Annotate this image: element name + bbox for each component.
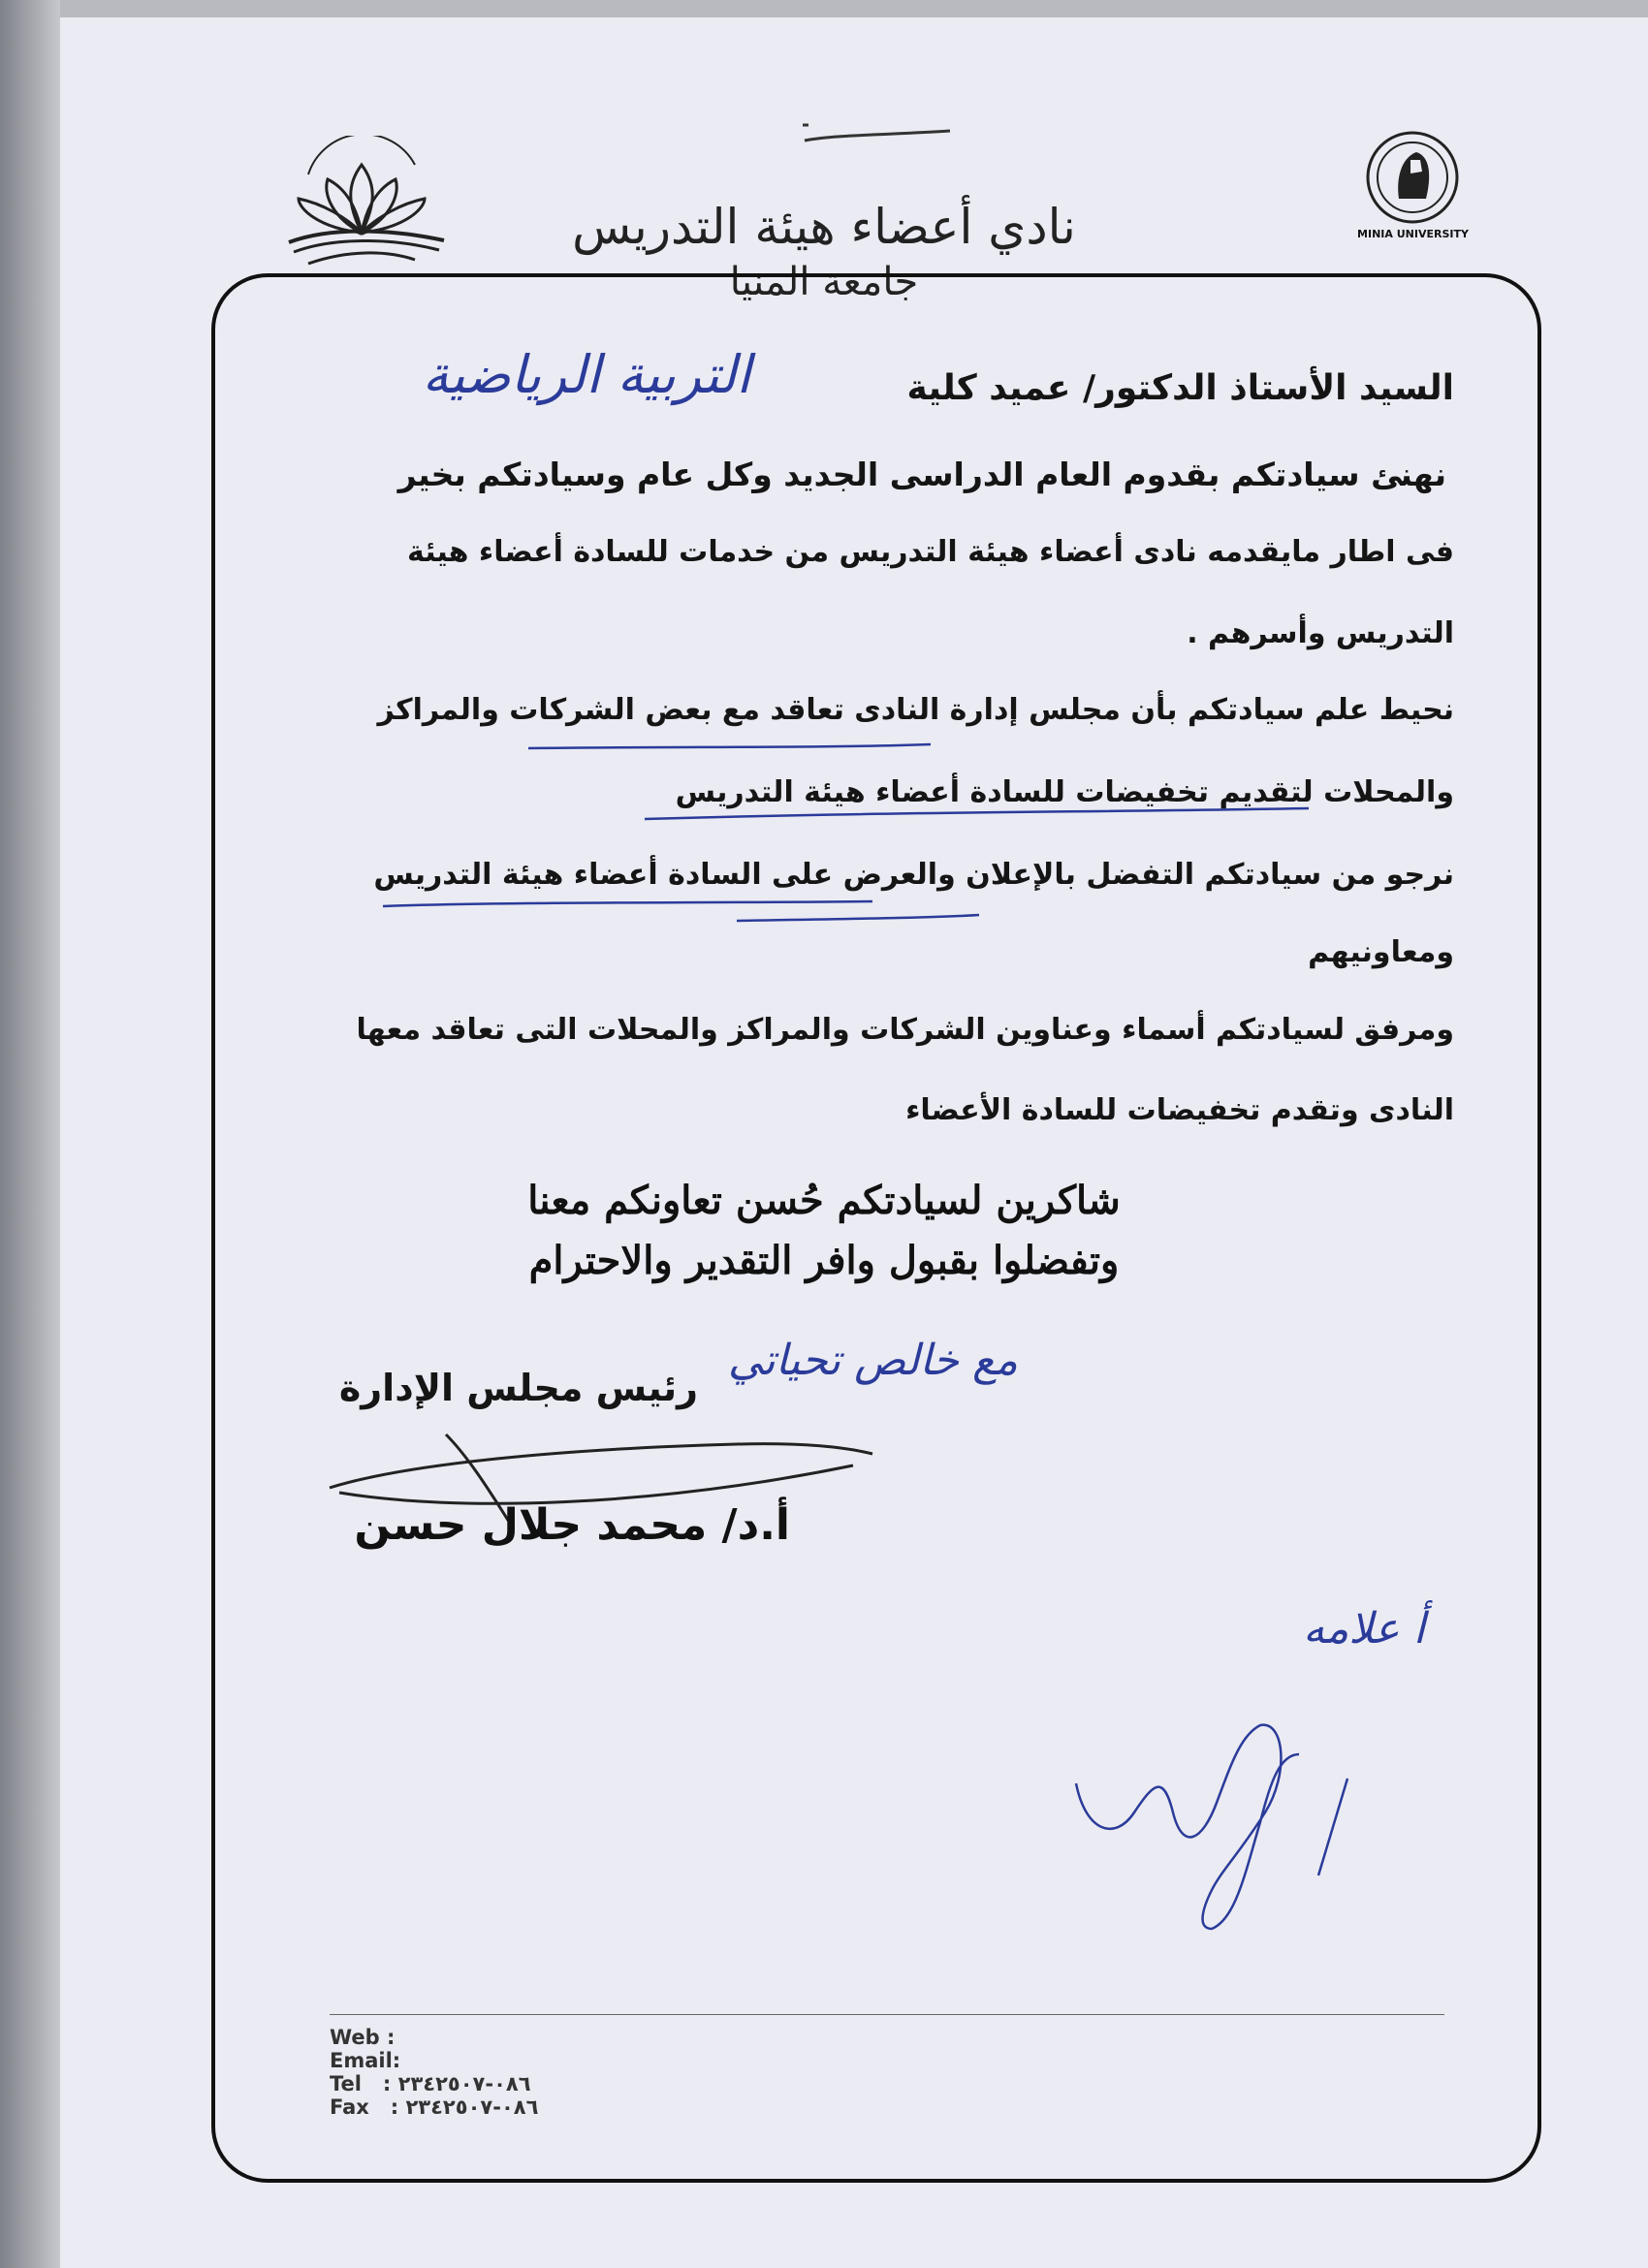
salutation-line: السيد الأستاذ الدكتور/ عميد كلية	[906, 368, 1454, 408]
footer-fax: Fax : ٠٨٦-٢٣٤٢٥٠٧	[330, 2095, 539, 2119]
paragraph-4-line-2: النادى وتقدم تخفيضات للسادة الأعضاء	[905, 1093, 1454, 1127]
closing-line-2: وتفضلوا بقبول وافر التقدير والاحترام	[528, 1238, 1120, 1283]
paragraph-3-line-1: نرجو من سيادتكم التفضل بالإعلان والعرض على السادة أعضاء هيئة التدريس	[373, 858, 1454, 892]
minia-university-caption: MINIA UNIVERSITY	[1357, 228, 1469, 240]
reviewer-signature	[1057, 1696, 1377, 1938]
paragraph-3-line-2: ومعاونيهم	[1308, 935, 1454, 969]
club-name-heading: نادي أعضاء هيئة التدريس	[572, 199, 1076, 255]
university-name-heading: جامعة المنيا	[729, 260, 919, 304]
paragraph-2-line-2: والمحلات لتقديم تخفيضات للسادة أعضاء هيئة التدريس	[675, 775, 1454, 809]
greeting-line: نهنئ سيادتكم بقدوم العام الدراسى الجديد وكل عام وسيادتكم بخير	[397, 456, 1446, 493]
closing-line-1: شاكرين لسيادتكم حُسن تعاونكم معنا	[527, 1178, 1121, 1223]
footer-web: Web :	[330, 2026, 396, 2049]
handwritten-regards: مع خالص تحياتي	[727, 1336, 1018, 1385]
footer-tel: Tel : ٠٨٦-٢٣٤٢٥٠٧	[330, 2072, 531, 2095]
faculty-handwritten: التربية الرياضية	[422, 344, 751, 405]
signer-name: أ.د/ محمد جلال حسن	[354, 1500, 790, 1550]
paragraph-1-line-2: التدريس وأسرهم .	[1187, 616, 1454, 650]
paragraph-4-line-1: ومرفق لسيادتكم أسماء وعناوين الشركات والمراكز والمحلات التى تعاقد معها	[356, 1013, 1454, 1047]
footer-email: Email:	[330, 2049, 401, 2072]
signer-title: رئيس مجلس الإدارة	[338, 1367, 698, 1409]
paragraph-1-line-1: فى اطار مايقدمه نادى أعضاء هيئة التدريس من خدمات للسادة أعضاء هيئة	[407, 535, 1454, 569]
footer-divider	[330, 2014, 1444, 2015]
paragraph-2-line-1: نحيط علم سيادتكم بأن مجلس إدارة النادى تعاقد مع بعض الشركات والمراكز	[377, 693, 1454, 727]
handwritten-note: أ علامه	[1303, 1604, 1425, 1654]
